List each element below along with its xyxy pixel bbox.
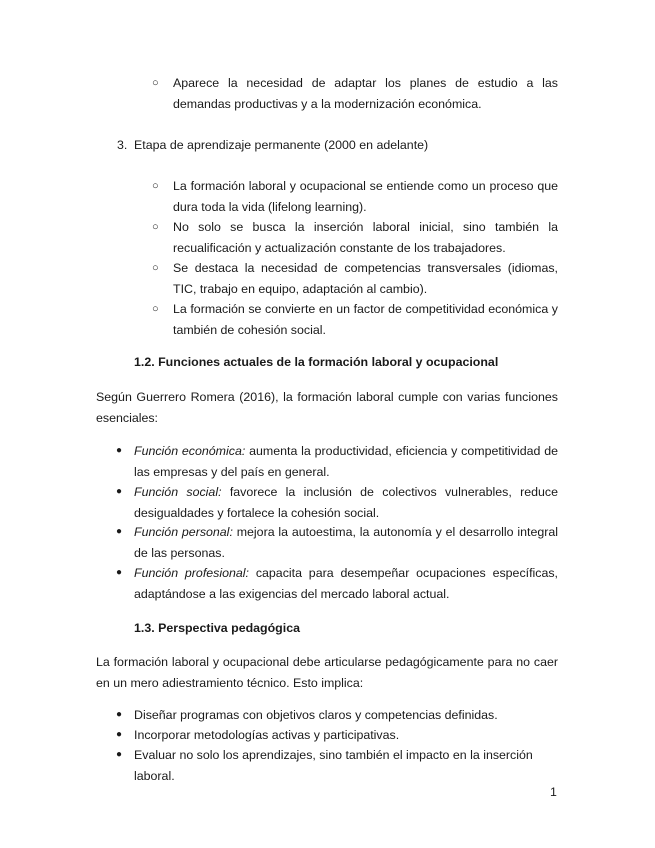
circle-bullet-icon: ○	[152, 262, 159, 274]
bullet-icon: ●	[116, 729, 123, 740]
function-label: Función profesional:	[134, 566, 249, 580]
stage3-title	[117, 135, 564, 156]
list-item-text: Diseñar programas con objetivos claros y competencias definidas.	[134, 708, 498, 722]
list-item	[116, 725, 574, 746]
function-text: capacita para desempeñar ocupaciones específicas, adaptándose a las exigencias del mercado laboral actual.	[134, 566, 558, 601]
bullet-icon: ●	[116, 709, 123, 720]
function-label: Función social:	[134, 485, 222, 499]
bullet-icon: ●	[116, 445, 123, 456]
circle-bullet-icon: ○	[152, 221, 159, 233]
circle-bullet-icon: ○	[152, 180, 159, 192]
stage3-sub-bullet	[152, 299, 558, 340]
stage2-sub-bullet-text: Aparece la necesidad de adaptar los planes de estudio a las demandas productivas y a la modernización económica.	[173, 76, 558, 111]
stage3-number: 3.	[117, 138, 128, 152]
list-item-text: Incorporar metodologías activas y participativas.	[134, 728, 400, 742]
stage3-sub-bullet-text: Se destaca la necesidad de competencias transversales (idiomas, TIC, trabajo en equipo, adaptación al cambio).	[173, 261, 558, 296]
list-item-text: Evaluar no solo los aprendizajes, sino también el impacto en la inserción laboral.	[134, 748, 533, 783]
function-item-profesional	[116, 563, 558, 604]
circle-bullet-icon: ○	[152, 77, 159, 89]
list-item	[116, 705, 574, 726]
list-item	[116, 745, 574, 786]
stage2-sub-bullet	[152, 73, 558, 114]
stage3-sub-bullet-text: La formación laboral y ocupacional se entiende como un proceso que dura toda la vida (lifelong learning).	[173, 179, 558, 214]
bullet-icon: ●	[116, 749, 123, 760]
page-number: 1	[550, 785, 557, 799]
section-1-2-intro: Según Guerrero Romera (2016), la formación laboral cumple con varias funciones esenciales:	[96, 390, 558, 425]
function-label: Función económica:	[134, 444, 246, 458]
section-1-3-intro: La formación laboral y ocupacional debe articularse pedagógicamente para no caer en un mero adiestramiento técnico. Esto implica:	[96, 655, 558, 690]
circle-bullet-icon: ○	[152, 303, 159, 315]
section-1-2-heading: 1.2. Funciones actuales de la formación laboral y ocupacional	[134, 355, 499, 369]
function-text: favorece la inclusión de colectivos vulnerables, reduce desigualdades y fortalece la cohesión social.	[134, 485, 558, 520]
function-item-economica	[116, 441, 558, 482]
bullet-icon: ●	[116, 526, 123, 537]
stage3-sub-bullet	[152, 258, 558, 299]
function-text: aumenta la productividad, eficiencia y competitividad de las empresas y del país en general.	[134, 444, 558, 479]
function-text: mejora la autoestima, la autonomía y el desarrollo integral de las personas.	[134, 525, 559, 560]
stage3-title-text: Etapa de aprendizaje permanente (2000 en adelante)	[134, 138, 429, 152]
section-1-3-heading: 1.3. Perspectiva pedagógica	[134, 621, 300, 635]
bullet-icon: ●	[116, 567, 123, 578]
stage3-sub-bullet-text: La formación se convierte en un factor de competitividad económica y también de cohesión social.	[173, 302, 558, 337]
function-item-social	[116, 482, 558, 523]
stage3-sub-bullet-text: No solo se busca la inserción laboral inicial, sino también la recualificación y actualización constante de los trabajadores.	[173, 220, 558, 255]
function-item-personal	[116, 522, 559, 563]
stage3-sub-bullet	[152, 176, 558, 217]
bullet-icon: ●	[116, 486, 123, 497]
stage3-sub-bullet	[152, 217, 558, 258]
function-label: Función personal:	[134, 525, 233, 539]
